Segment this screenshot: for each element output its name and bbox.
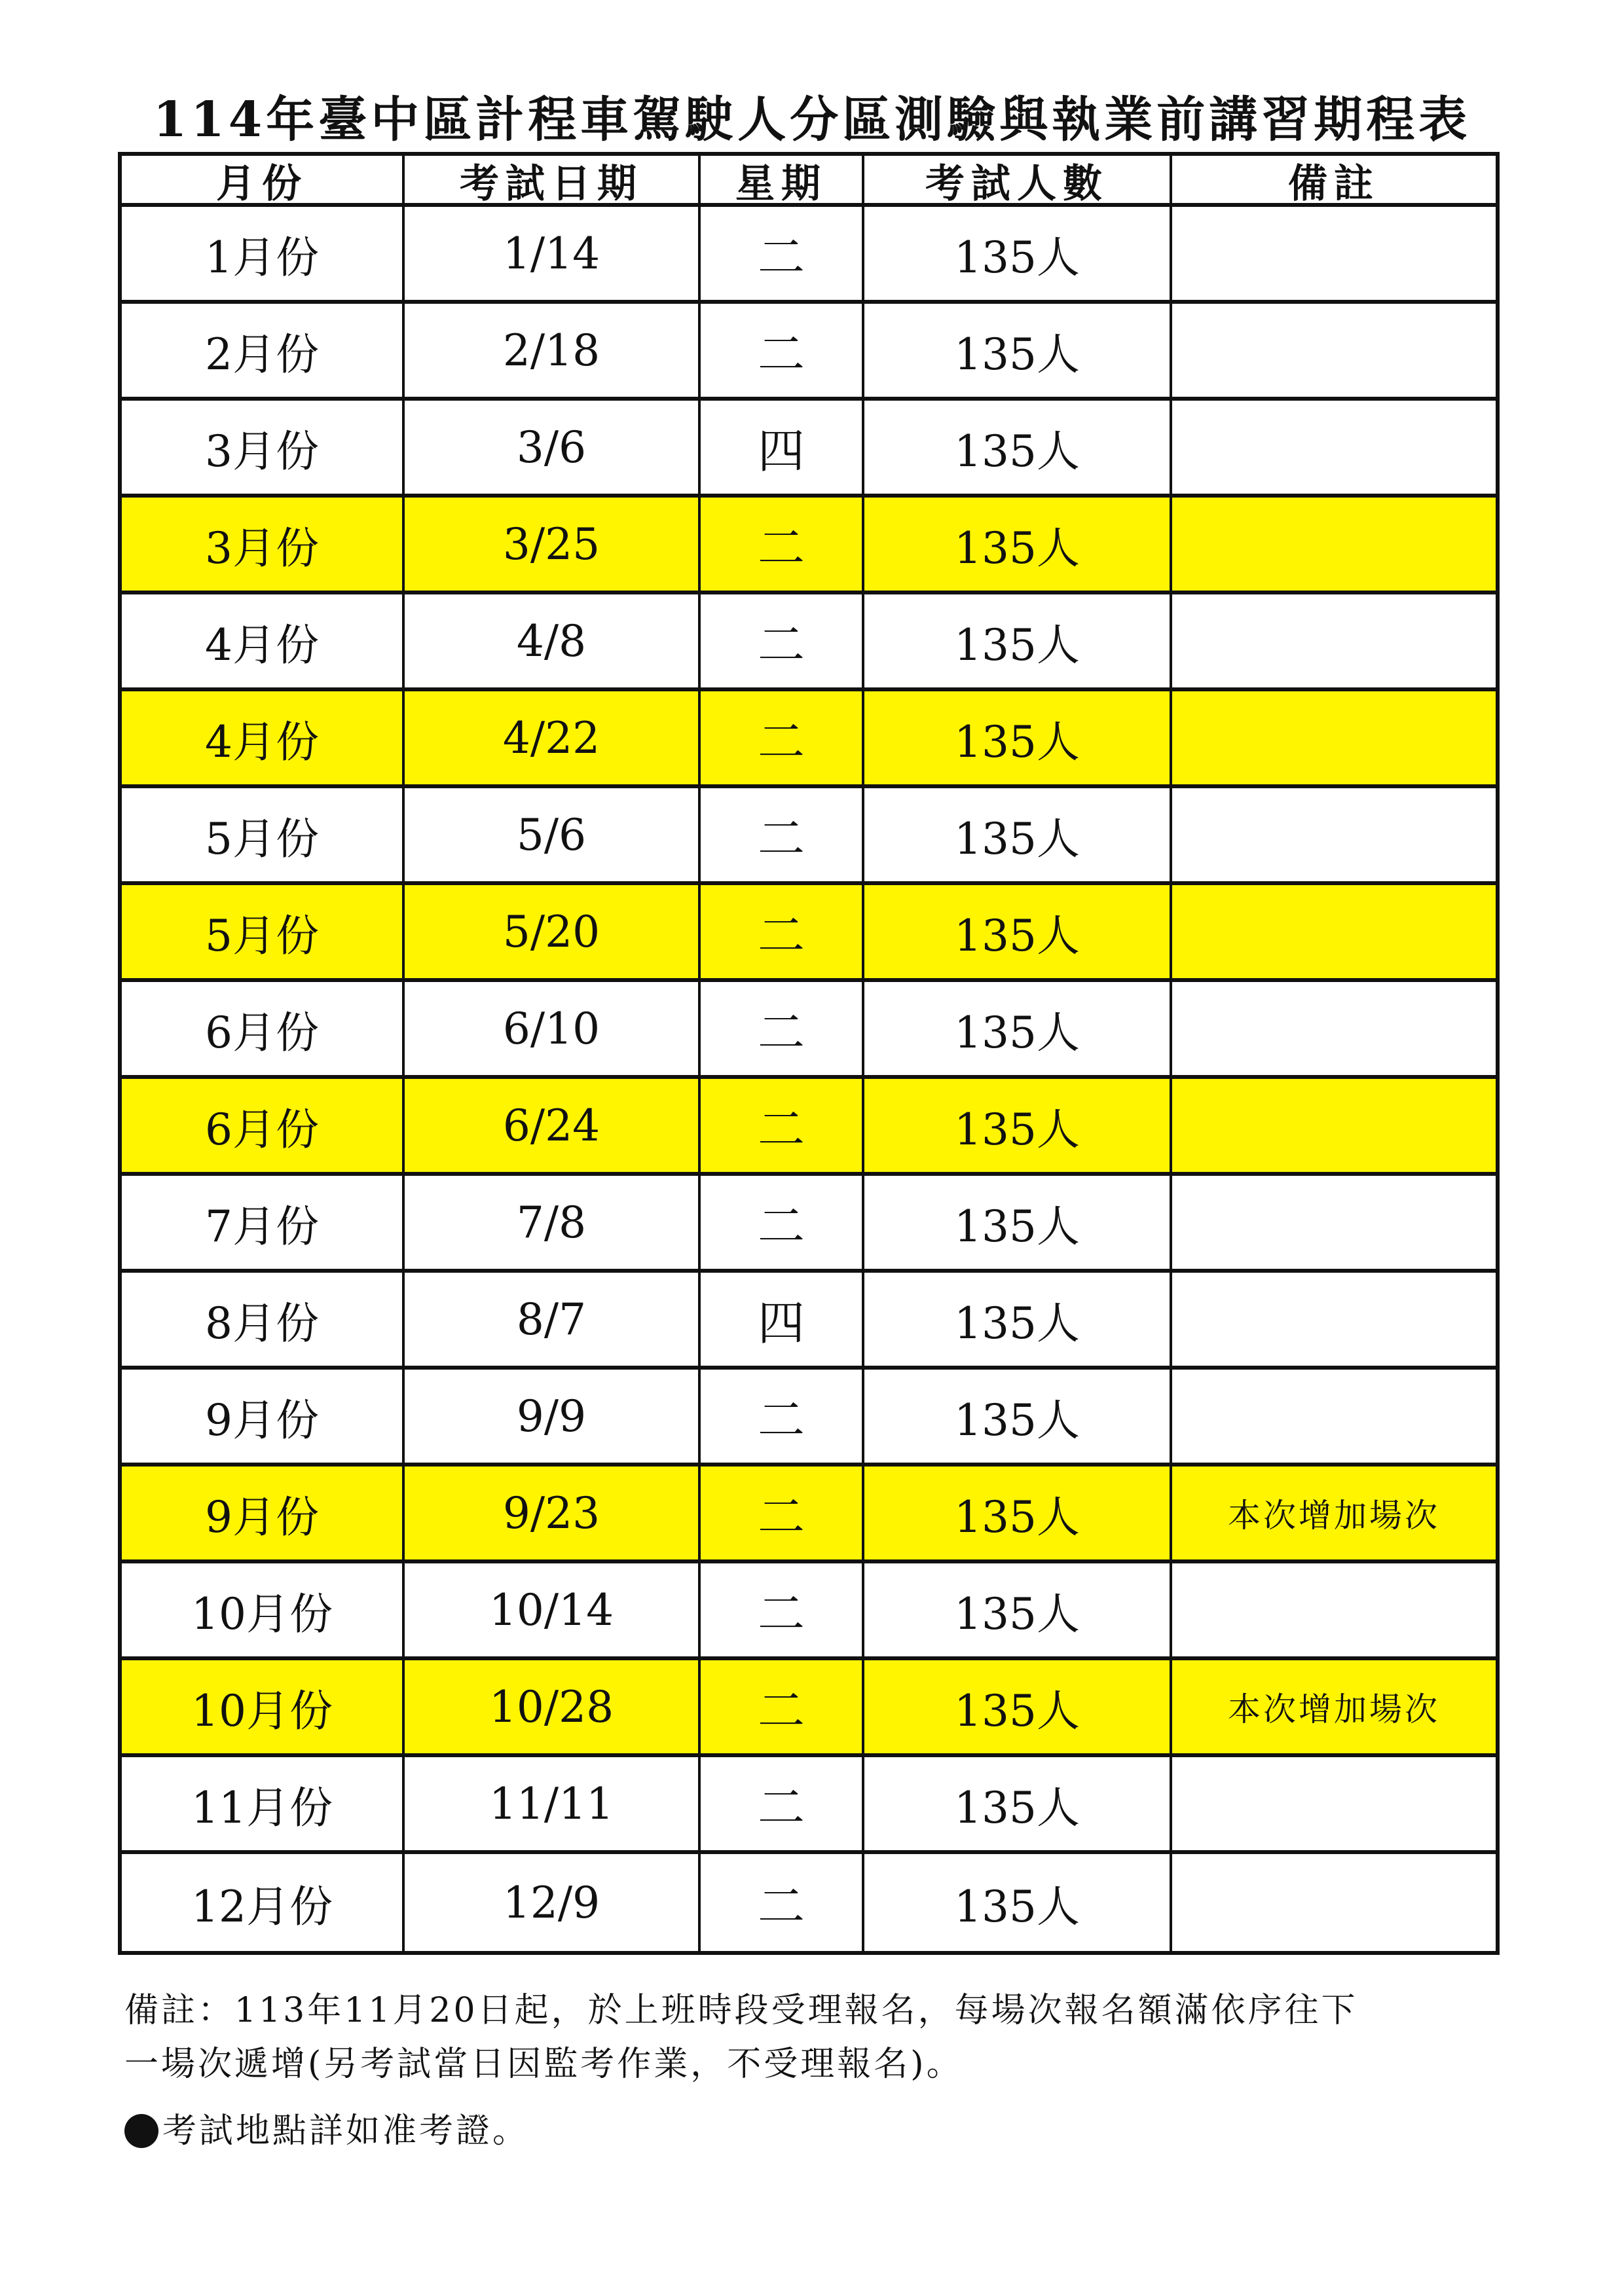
table-body xyxy=(122,207,1496,1951)
table-row xyxy=(122,1563,1496,1660)
cell-date: 3/25 xyxy=(405,498,701,591)
cell-weekday: 二 xyxy=(701,691,864,784)
table-row xyxy=(122,207,1496,304)
table-row xyxy=(122,401,1496,498)
cell-date: 10/14 xyxy=(405,1563,701,1656)
page-title: 114年臺中區計程車駕駛人分區測驗與執業前講習期程表 xyxy=(153,92,1471,148)
cell-note xyxy=(1172,1854,1496,1951)
cell-count: 135人 xyxy=(864,1854,1172,1951)
table-row xyxy=(122,1854,1496,1951)
header-month: 月份 xyxy=(122,156,405,203)
cell-month: 5月份 xyxy=(122,788,405,881)
cell-weekday: 四 xyxy=(701,401,864,494)
cell-note xyxy=(1172,691,1496,784)
cell-month: 9月份 xyxy=(122,1370,405,1463)
cell-date: 10/28 xyxy=(405,1660,701,1753)
table-row xyxy=(122,788,1496,885)
cell-date: 11/11 xyxy=(405,1757,701,1850)
cell-weekday: 二 xyxy=(701,304,864,397)
cell-weekday: 二 xyxy=(701,1176,864,1269)
schedule-table xyxy=(118,152,1500,1955)
cell-weekday: 二 xyxy=(701,207,864,300)
cell-weekday: 二 xyxy=(701,1757,864,1850)
cell-count: 135人 xyxy=(864,788,1172,881)
cell-count: 135人 xyxy=(864,1370,1172,1463)
cell-month: 5月份 xyxy=(122,885,405,978)
cell-count: 135人 xyxy=(864,1176,1172,1269)
cell-date: 7/8 xyxy=(405,1176,701,1269)
cell-weekday: 二 xyxy=(701,1854,864,1951)
cell-weekday: 二 xyxy=(701,885,864,978)
header-note: 備註 xyxy=(1288,161,1380,207)
cell-date: 6/10 xyxy=(405,982,701,1075)
table-row xyxy=(122,885,1496,982)
cell-month: 3月份 xyxy=(122,498,405,591)
cell-note xyxy=(1172,401,1496,494)
cell-note xyxy=(1172,1176,1496,1269)
table-row xyxy=(122,1757,1496,1854)
cell-month: 4月份 xyxy=(122,594,405,687)
cell-month: 10月份 xyxy=(122,1563,405,1656)
cell-month: 4月份 xyxy=(122,691,405,784)
cell-note xyxy=(1172,498,1496,591)
bullet-circle-icon xyxy=(124,2114,158,2148)
cell-date: 4/8 xyxy=(405,594,701,687)
cell-note xyxy=(1172,304,1496,397)
table-row xyxy=(122,1370,1496,1467)
cell-note xyxy=(1172,788,1496,881)
cell-count: 135人 xyxy=(864,885,1172,978)
cell-note xyxy=(1172,1563,1496,1656)
cell-count: 135人 xyxy=(864,594,1172,687)
table-header-row xyxy=(122,156,1496,207)
cell-weekday: 二 xyxy=(701,594,864,687)
cell-month: 12月份 xyxy=(122,1854,405,1951)
cell-count: 135人 xyxy=(864,1467,1172,1559)
footnote-line-2: 一場次遞增(另考試當日因監考作業，不受理報名)。 xyxy=(124,2045,963,2084)
cell-count: 135人 xyxy=(864,691,1172,784)
cell-date: 3/6 xyxy=(405,401,701,494)
cell-note: 本次增加場次 xyxy=(1228,1690,1440,1728)
cell-note xyxy=(1172,982,1496,1075)
cell-note xyxy=(1172,1757,1496,1850)
cell-count: 135人 xyxy=(864,1757,1172,1850)
cell-weekday: 二 xyxy=(701,1660,864,1753)
header-date: 考試日期 xyxy=(405,156,701,203)
cell-weekday: 二 xyxy=(701,1563,864,1656)
header-count: 考試人數 xyxy=(864,156,1172,203)
cell-weekday: 二 xyxy=(701,788,864,881)
cell-note xyxy=(1172,1370,1496,1463)
cell-count: 135人 xyxy=(864,982,1172,1075)
table-row xyxy=(122,982,1496,1079)
cell-month: 2月份 xyxy=(122,304,405,397)
table-row xyxy=(122,594,1496,691)
cell-date: 6/24 xyxy=(405,1079,701,1172)
cell-count: 135人 xyxy=(864,498,1172,591)
bullet-note-text: 考試地點詳如准考證。 xyxy=(162,2111,530,2151)
cell-count: 135人 xyxy=(864,1273,1172,1366)
cell-count: 135人 xyxy=(864,207,1172,300)
cell-date: 12/9 xyxy=(405,1854,701,1951)
cell-count: 135人 xyxy=(864,1660,1172,1753)
cell-date: 5/20 xyxy=(405,885,701,978)
table-row xyxy=(122,1176,1496,1273)
footnote xyxy=(124,1984,1500,2091)
cell-month: 11月份 xyxy=(122,1757,405,1850)
table-row xyxy=(122,1079,1496,1176)
cell-weekday: 二 xyxy=(701,1467,864,1559)
cell-weekday: 二 xyxy=(701,1370,864,1463)
cell-date: 1/14 xyxy=(405,207,701,300)
cell-date: 9/23 xyxy=(405,1467,701,1559)
cell-date: 9/9 xyxy=(405,1370,701,1463)
cell-weekday: 四 xyxy=(701,1273,864,1366)
cell-date: 2/18 xyxy=(405,304,701,397)
cell-weekday: 二 xyxy=(701,982,864,1075)
cell-note xyxy=(1172,1273,1496,1366)
cell-month: 9月份 xyxy=(122,1467,405,1559)
table-row xyxy=(122,304,1496,401)
table-row xyxy=(122,1467,1496,1563)
cell-date: 5/6 xyxy=(405,788,701,881)
cell-note xyxy=(1172,885,1496,978)
cell-count: 135人 xyxy=(864,401,1172,494)
cell-month: 3月份 xyxy=(122,401,405,494)
cell-note xyxy=(1172,594,1496,687)
table-row xyxy=(122,691,1496,788)
table-row xyxy=(122,1273,1496,1370)
cell-month: 1月份 xyxy=(122,207,405,300)
cell-count: 135人 xyxy=(864,304,1172,397)
cell-month: 8月份 xyxy=(122,1273,405,1366)
bullet-note xyxy=(124,2108,529,2154)
cell-weekday: 二 xyxy=(701,1079,864,1172)
cell-month: 10月份 xyxy=(122,1660,405,1753)
cell-date: 8/7 xyxy=(405,1273,701,1366)
cell-month: 6月份 xyxy=(122,1079,405,1172)
cell-weekday: 二 xyxy=(701,498,864,591)
cell-count: 135人 xyxy=(864,1563,1172,1656)
table-row xyxy=(122,498,1496,594)
cell-note xyxy=(1172,207,1496,300)
cell-count: 135人 xyxy=(864,1079,1172,1172)
footnote-line-1: 備註：113年11月20日起，於上班時段受理報名，每場次報名額滿依序往下 xyxy=(124,1991,1358,2030)
cell-date: 4/22 xyxy=(405,691,701,784)
cell-note xyxy=(1172,1079,1496,1172)
cell-month: 7月份 xyxy=(122,1176,405,1269)
header-weekday: 星期 xyxy=(701,156,864,203)
cell-note: 本次增加場次 xyxy=(1228,1497,1440,1535)
table-row xyxy=(122,1660,1496,1757)
cell-month: 6月份 xyxy=(122,982,405,1075)
